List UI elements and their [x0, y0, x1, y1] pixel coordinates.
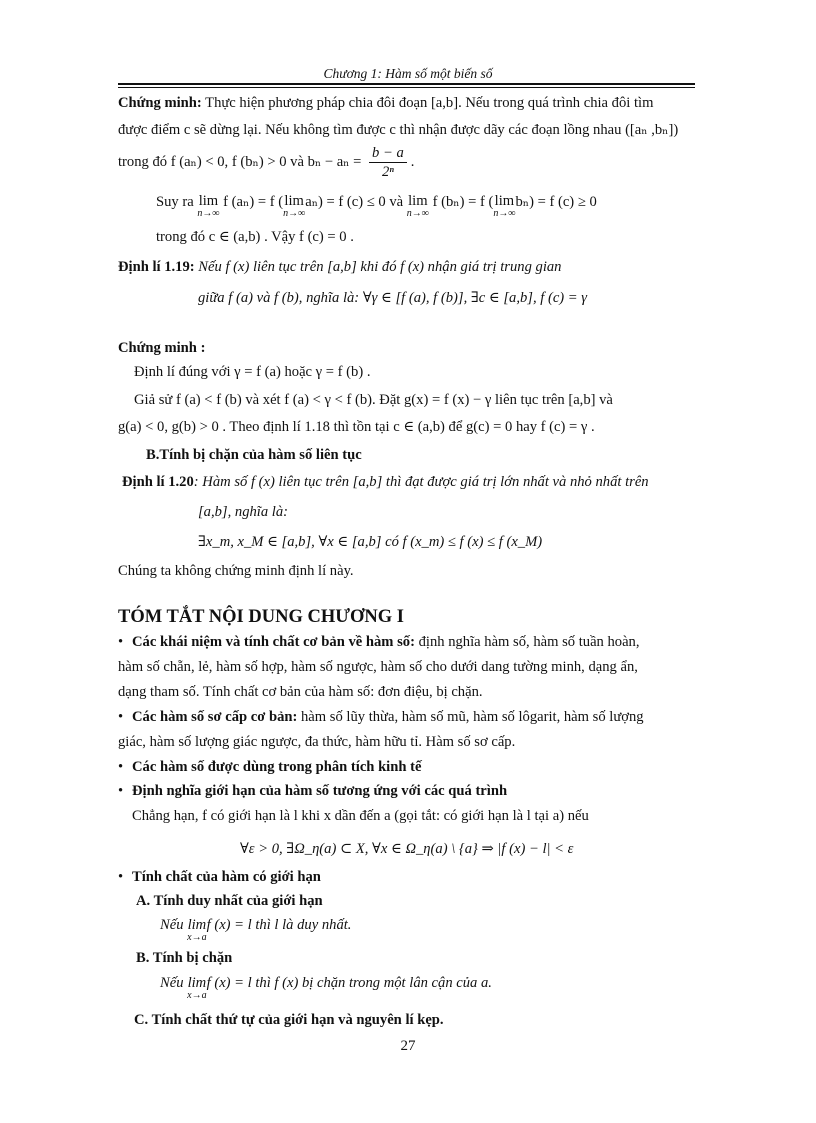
subsection-a-title: A. Tính duy nhất của giới hạn — [136, 893, 323, 909]
proof1-line1: Chứng minh: Thực hiện phương pháp chia đôi đoạn [a,b]. Nếu trong quá trình chia đôi tìm — [118, 95, 654, 111]
bullet-2-line2: giác, hàm số lượng giác ngược, đa thức, hàm hữu tỉ. Hàm số sơ cấp. — [118, 734, 516, 750]
bullet-4: • Định nghĩa giới hạn của hàm số tương ứng với các quá trình — [118, 783, 508, 799]
bullet-icon: • — [118, 783, 124, 799]
bullet-icon: • — [118, 869, 124, 885]
proof1-line2: được điểm c sẽ dừng lại. Nếu không tìm được c thì nhận được dãy các đoạn lồng nhau ([aₙ ,bₙ]) — [118, 122, 679, 138]
subsection-c-title: C. Tính chất thứ tự của giới hạn và nguyên lí kẹp. — [134, 1012, 444, 1028]
bullet-icon: • — [118, 759, 124, 775]
theorem-1-19-line1: Định lí 1.19: Nếu f (x) liên tục trên [a,b] khi đó f (x) nhận giá trị trung gian — [118, 259, 562, 275]
header-rule-thin — [118, 87, 695, 88]
chapter-header: Chương 1: Hàm số một biến số — [323, 66, 493, 81]
bullet-icon: • — [118, 709, 124, 725]
lim-operator: lim n→∞ — [197, 193, 220, 219]
proof1-line3: trong đó f (aₙ) < 0, f (bₙ) > 0 và bₙ − aₙ = $\frac{b - a}{\text{2ⁿ}}$ . — [118, 145, 415, 180]
proof1-line4: Suy ra lim n→∞ f (aₙ) = f (lim n→∞ aₙ) = f (c) ≤ 0 và lim n→∞ f (bₙ) = f (lim n→∞ bₙ) = f (c) ≥ 0 — [156, 193, 597, 219]
proof2-line2: Giả sử f (a) < f (b) và xét f (a) < γ < f (b). Đặt g(x) = f (x) − γ liên tục trên [a,b] và — [134, 392, 613, 408]
theorem-1-19-line2: giữa f (a) và f (b), nghĩa là: ∀γ ∈ [f (a), f (b)], ∃c ∈ [a,b], f (c) = γ — [198, 290, 588, 306]
bullet-1-line1: • Các khái niệm và tính chất cơ bản về hàm số: định nghĩa hàm số, hàm số tuần hoàn, — [118, 634, 640, 650]
proof2-line3: g(a) < 0, g(b) > 0 . Theo định lí 1.18 thì tồn tại c ∈ (a,b) để g(c) = 0 hay f (c) = γ . — [118, 419, 595, 435]
bullet-icon: • — [118, 634, 124, 650]
summary-title: TÓM TẮT NỘI DUNG CHƯƠNG I — [118, 607, 404, 627]
theorem-1-19-label: Định lí 1.19: — [118, 259, 195, 275]
proof2-line1: Định lí đúng với γ = f (a) hoặc γ = f (b) . — [134, 364, 371, 380]
theorem-1-20-line1: Định lí 1.20: Hàm số f (x) liên tục trên [a,b] thì đạt được giá trị lớn nhất và nhỏ nhất trên — [122, 474, 649, 490]
header-rule-thick — [118, 83, 695, 85]
bullet-2-line1: • Các hàm số sơ cấp cơ bản: hàm số lũy thừa, hàm số mũ, hàm số lôgarit, hàm số lượng — [118, 709, 644, 725]
proof2-label: Chứng minh : — [118, 340, 206, 356]
limit-definition-formula: ∀ε > 0, ∃Ω_η(a) ⊂ X, ∀x ∈ Ω_η(a) \ {a} ⇒ |f (x) − l| < ε — [240, 841, 574, 857]
bullet-4-text: Chẳng hạn, f có giới hạn là l khi x dần đến a (gọi tắt: có giới hạn là l tại a) nếu — [132, 808, 589, 824]
bullet-5: • Tính chất của hàm có giới hạn — [118, 869, 321, 885]
proof1-line5: trong đó c ∈ (a,b) . Vậy f (c) = 0 . — [156, 229, 354, 245]
page-number: 27 — [400, 1038, 416, 1054]
fraction: $\frac{b - a}{\text{2ⁿ}}$ — [369, 144, 407, 181]
subsection-b-title: B. Tính bị chặn — [136, 950, 233, 966]
subsection-a-text: Nếu lim x→a f (x) = l thì l là duy nhất. — [160, 917, 352, 943]
subsection-b-text: Nếu lim x→a f (x) = l thì f (x) bị chặn trong một lân cận của a. — [160, 975, 492, 1001]
bullet-3: • Các hàm số được dùng trong phân tích kinh tế — [118, 759, 422, 775]
note: Chúng ta không chứng minh định lí này. — [118, 563, 354, 579]
proof1-label: Chứng minh: — [118, 95, 202, 111]
theorem-1-20-line3: ∃x_m, x_M ∈ [a,b], ∀x ∈ [a,b] có f (x_m) ≤ f (x) ≤ f (x_M) — [198, 534, 543, 550]
theorem-1-20-line2: [a,b], nghĩa là: — [198, 504, 288, 520]
theorem-1-20-label: Định lí 1.20 — [122, 474, 194, 490]
section-b-title: B.Tính bị chặn của hàm số liên tục — [146, 447, 362, 463]
bullet-1-line3: dạng tham số. Tính chất cơ bản của hàm số: đơn điệu, bị chặn. — [118, 684, 483, 700]
bullet-1-line2: hàm số chẵn, lẻ, hàm số hợp, hàm số ngược, hàm số cho dưới dang tường minh, dạng ẩn, — [118, 659, 638, 675]
